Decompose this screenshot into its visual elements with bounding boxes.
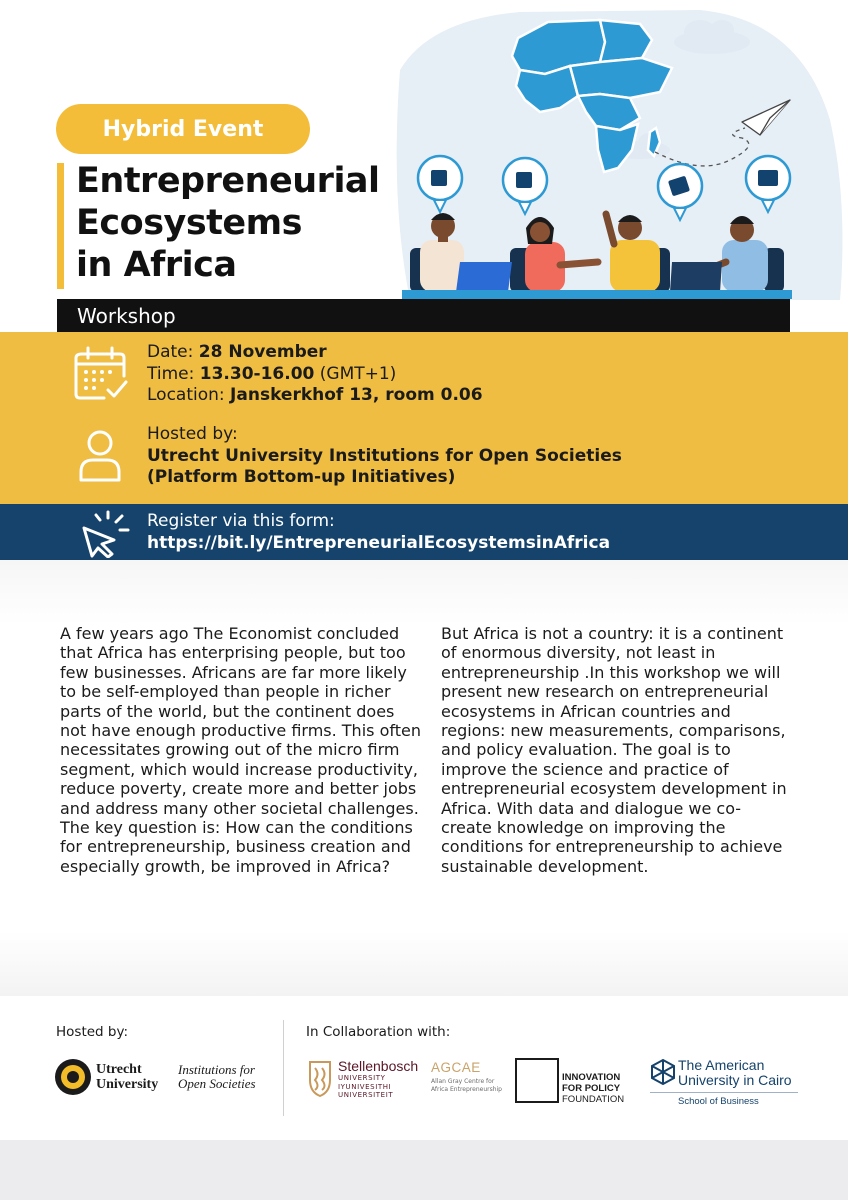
auc-school: School of Business [678, 1096, 759, 1107]
puzzle-piece-icon [516, 172, 532, 188]
ipf-line: FOR POLICY [562, 1083, 621, 1094]
utrecht-university-logo [96, 1062, 158, 1092]
agcae-title: AGCAE [431, 1060, 481, 1075]
stellenbosch-crest-icon [306, 1058, 334, 1098]
ipf-line: INNOVATION [562, 1072, 621, 1083]
location-label: Location: [147, 385, 225, 405]
hybrid-event-badge [56, 104, 310, 154]
date-row [147, 342, 483, 364]
date-label: Date: [147, 342, 194, 362]
footer-logos [0, 996, 848, 1140]
ipf-logo-square-icon [515, 1058, 559, 1103]
ios-line: Institutions for [178, 1062, 255, 1077]
stellenbosch-logo [338, 1058, 418, 1100]
ios-line: Open Societies [178, 1076, 256, 1091]
puzzle-piece-icon [758, 170, 778, 186]
title-accent-bar [57, 163, 64, 289]
auc-logo [678, 1058, 792, 1088]
desk [402, 290, 792, 299]
sun-line: IYUNIVESITHI [338, 1082, 392, 1091]
hosted-label: Hosted by: [147, 424, 238, 444]
workshop-label: Workshop [77, 303, 176, 328]
ipf-line: FOUNDATION [562, 1094, 625, 1105]
time-zone: (GMT+1) [319, 363, 397, 384]
register-section [0, 504, 848, 560]
description-left-column: A few years ago The Economist concluded that Africa has enterprising people, but too few businesses. Africans are far more likely to be self-employed than people in richer parts of the world, but the continent does not have enough productive firms. This often necessitates growing out of the micro firm segment, which would increase productivity, reduce poverty, create more and better jobs and address many other societal challenges. The key question is: How can the conditions for entrepreneurship, business creation and especially growth, be improved in Africa? [60, 624, 421, 876]
time-label: Time: [147, 363, 195, 384]
footer-divider [283, 1020, 284, 1116]
title-line: Ecosystems [76, 203, 302, 243]
user-icon [78, 428, 122, 484]
register-link[interactable]: https://bit.ly/EntrepreneurialEcosystemsinAfrica [147, 533, 611, 553]
sun-line: UNIVERSITEIT [338, 1091, 394, 1099]
hero-section [0, 0, 848, 332]
time-row [147, 364, 483, 386]
sun-name: Stellenbosch [338, 1058, 419, 1074]
sun-line: UNIVERSITY [338, 1074, 386, 1082]
title-line: Entrepreneurial [76, 161, 380, 201]
uu-line: University [96, 1077, 159, 1092]
description-right-column: But Africa is not a country: it is a continent of enormous diversity, not least in entrepreneurship .In this workshop we will present new research on entrepreneurial ecosystems in African countries and regions: new measurements, comparisons, and policy evaluation. The goal is to improve the science and practice of entrepreneurial ecosystem development in Africa. With data and dialogue we co-create knowledge on improving the conditions for entrepreneurship to achieve sustainable development. [441, 624, 787, 876]
cursor-click-icon [78, 510, 134, 558]
time-value: 13.30-16.00 [199, 363, 315, 384]
ios-logo [178, 1063, 256, 1091]
footer-collab-label: In Collaboration with: [306, 1024, 451, 1040]
laptop-icon [456, 262, 512, 292]
location-value: Janskerkhof 13, room 0.06 [230, 385, 483, 405]
host-details [147, 424, 622, 489]
register-details [147, 510, 610, 554]
event-info-section [0, 332, 848, 504]
description-section [0, 560, 848, 996]
event-details [147, 342, 483, 407]
agcae-line: Africa Entrepreneurship [431, 1085, 502, 1093]
agcae-line: Allan Gray Centre for [431, 1078, 495, 1085]
agcae-logo [431, 1060, 502, 1093]
title-line: in Africa [76, 245, 237, 285]
date-value: 28 November [198, 342, 327, 362]
bottom-strip [0, 1140, 848, 1200]
footer-hosted-label: Hosted by: [56, 1024, 129, 1040]
uu-line: Utrecht [96, 1062, 142, 1077]
page-title [76, 160, 416, 286]
puzzle-piece-icon [431, 170, 447, 186]
location-row [147, 385, 483, 407]
auc-logo-icon [650, 1058, 676, 1086]
auc-divider [650, 1092, 798, 1093]
ipf-logo [562, 1072, 624, 1105]
utrecht-sun-logo-icon [54, 1058, 92, 1096]
auc-line: The American [678, 1057, 765, 1073]
laptop-icon [670, 262, 722, 292]
auc-line: University in Cairo [678, 1072, 792, 1088]
workshop-bar [57, 299, 790, 332]
register-label: Register via this form: [147, 511, 335, 531]
calendar-check-icon [72, 344, 130, 402]
badge-label: Hybrid Event [102, 116, 264, 142]
host-name: Utrecht University Institutions for Open Societies [147, 445, 622, 466]
host-platform: (Platform Bottom-up Initiatives) [147, 467, 456, 487]
